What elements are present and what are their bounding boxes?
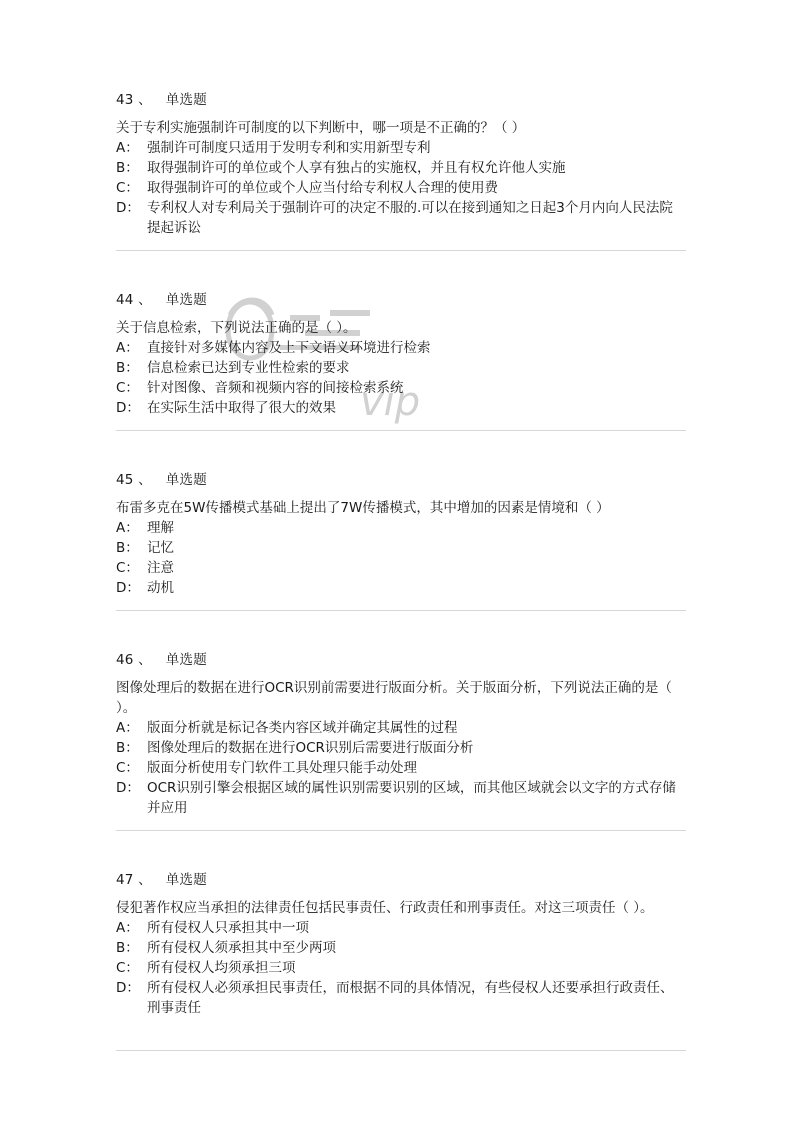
question-45 [116, 468, 686, 598]
option-text: OCR识别引擎会根据区域的属性识别需要识别的区域，而其他区域就会以文字的方式存储并应用 [147, 780, 676, 816]
option-label: D： [116, 200, 140, 216]
option-a [116, 138, 686, 158]
option-label: A： [116, 720, 139, 736]
option-c [116, 378, 686, 398]
question-header [116, 468, 686, 488]
option-text: 版面分析使用专门软件工具处理只能手动处理 [147, 760, 417, 776]
option-label: D： [116, 400, 140, 416]
question-type: 单选题 [165, 872, 207, 888]
option-label: A： [116, 920, 139, 936]
option-label: B： [116, 740, 139, 756]
question-header [116, 288, 686, 308]
question-type: 单选题 [165, 92, 207, 108]
option-label: B： [116, 160, 139, 176]
option-label: D： [116, 780, 140, 796]
option-text: 所有侵权人必须承担民事责任，而根据不同的具体情况，有些侵权人还要承担行政责任、刑事责任 [147, 980, 674, 1016]
option-d [116, 778, 686, 818]
question-number: 47 、 [116, 872, 152, 888]
option-text: 所有侵权人均须承担三项 [147, 960, 296, 976]
option-c [116, 958, 686, 978]
option-b [116, 538, 686, 558]
option-text: 理解 [147, 520, 174, 536]
option-label: D： [116, 980, 140, 996]
question-number: 43 、 [116, 92, 152, 108]
question-stem: 关于信息检索，下列说法正确的是（ ）。 [116, 320, 357, 336]
option-label: C： [116, 960, 139, 976]
option-label: B： [116, 940, 139, 956]
option-label: B： [116, 360, 139, 376]
question-type: 单选题 [165, 292, 207, 308]
option-text: 在实际生活中取得了很大的效果 [147, 400, 336, 416]
option-text: 所有侵权人须承担其中至少两项 [147, 940, 336, 956]
question-stem: 布雷多克在5W传播模式基础上提出了7W传播模式，其中增加的因素是情境和（ ） [116, 500, 610, 516]
question-47 [116, 868, 686, 1018]
option-b [116, 938, 686, 958]
question-46 [116, 648, 686, 818]
divider [116, 610, 686, 611]
option-c [116, 558, 686, 578]
option-text: 强制许可制度只适用于发明专利和实用新型专利 [147, 140, 431, 156]
option-text: 动机 [147, 580, 174, 596]
divider [116, 250, 686, 251]
option-a [116, 518, 686, 538]
option-d [116, 578, 686, 598]
option-label: C： [116, 180, 139, 196]
option-label: A： [116, 140, 139, 156]
option-b [116, 738, 686, 758]
option-c [116, 178, 686, 198]
option-d [116, 398, 686, 418]
option-label: D： [116, 580, 140, 596]
question-number: 45 、 [116, 472, 152, 488]
option-d [116, 978, 686, 1018]
option-text: 专利权人对专利局关于强制许可的决定不服的.可以在接到通知之日起3个月内向人民法院提起诉讼 [147, 200, 673, 236]
question-number: 46 、 [116, 652, 152, 668]
question-header [116, 88, 686, 108]
question-type: 单选题 [165, 472, 207, 488]
option-text: 取得强制许可的单位或个人应当付给专利权人合理的使用费 [147, 180, 498, 196]
option-label: C： [116, 760, 139, 776]
option-text: 针对图像、音频和视频内容的间接检索系统 [147, 380, 404, 396]
option-label: B： [116, 540, 139, 556]
option-text: 信息检索已达到专业性检索的要求 [147, 360, 350, 376]
option-text: 直接针对多媒体内容及上下文语义环境进行检索 [147, 340, 431, 356]
option-a [116, 718, 686, 738]
question-header [116, 648, 686, 668]
option-text: 图像处理后的数据在进行OCR识别后需要进行版面分析 [147, 740, 474, 756]
option-c [116, 758, 686, 778]
question-43 [116, 88, 686, 238]
divider [116, 830, 686, 831]
question-type: 单选题 [165, 652, 207, 668]
question-number: 44 、 [116, 292, 152, 308]
divider [116, 430, 686, 431]
option-b [116, 158, 686, 178]
option-a [116, 338, 686, 358]
option-text: 注意 [147, 560, 174, 576]
option-text: 取得强制许可的单位或个人享有独占的实施权，并且有权允许他人实施 [147, 160, 566, 176]
question-stem: 侵犯著作权应当承担的法律责任包括民事责任、行政责任和刑事责任。对这三项责任（ ）。 [116, 900, 654, 916]
divider [116, 1050, 686, 1051]
option-label: C： [116, 560, 139, 576]
option-label: A： [116, 520, 139, 536]
option-a [116, 918, 686, 938]
option-text: 版面分析就是标记各类内容区域并确定其属性的过程 [147, 720, 458, 736]
option-label: A： [116, 340, 139, 356]
option-label: C： [116, 380, 139, 396]
option-b [116, 358, 686, 378]
question-stem: 图像处理后的数据在进行OCR识别前需要进行版面分析。关于版面分析，下列说法正确的是（ ）。 [116, 680, 672, 716]
option-text: 所有侵权人只承担其中一项 [147, 920, 309, 936]
option-text: 记忆 [147, 540, 174, 556]
question-44 [116, 288, 686, 418]
watermark-text: vip [360, 379, 420, 425]
option-d [116, 198, 686, 238]
question-stem: 关于专利实施强制许可制度的以下判断中，哪一项是不正确的？（ ） [116, 120, 526, 136]
question-header [116, 868, 686, 888]
